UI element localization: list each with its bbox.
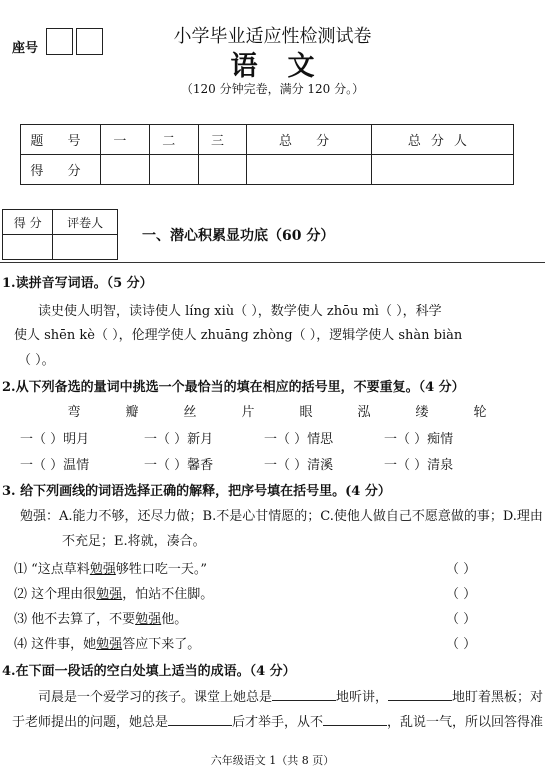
grader-table bbox=[2, 209, 118, 260]
section-divider bbox=[0, 262, 545, 263]
q3-item-number: ⑶ bbox=[14, 612, 28, 627]
grader-label: 评卷人 bbox=[53, 210, 118, 235]
seat-label: 座号 bbox=[12, 41, 39, 56]
q2-item: 一（ ）清泉 bbox=[384, 458, 454, 473]
q4-blank[interactable] bbox=[168, 714, 232, 726]
q3-item-text: ，怕站不住脚。 bbox=[122, 587, 214, 602]
q2-word: 弯 bbox=[67, 405, 81, 420]
q4-text: 司晨是一个爱学习的孩子。课堂上她总是 bbox=[38, 690, 273, 705]
q3-underlined-word: 勉强 bbox=[96, 637, 123, 652]
q2-item: 一（ ）温情 bbox=[20, 458, 90, 473]
q3-item-4 bbox=[14, 633, 200, 652]
q1-line-1: 读史使人明智，读诗使人 líng xiù（ ），数学使人 zhōu mì（ ），科学 bbox=[38, 304, 442, 319]
q3-answer-paren[interactable]: （ ） bbox=[446, 637, 477, 652]
q4-text: ，乱说一气，所以回答得准 bbox=[387, 715, 544, 730]
q4-blank[interactable] bbox=[323, 714, 387, 726]
q3-item-1 bbox=[14, 558, 207, 577]
subject-title: 语文 bbox=[230, 51, 345, 82]
q2-word: 缕 bbox=[415, 405, 429, 420]
q3-title: 3. 给下列画线的词语选择正确的解释，把序号填在括号里。(4 分） bbox=[2, 484, 391, 499]
score-table-header-row bbox=[21, 125, 514, 155]
q3-item-text: 答应下来了。 bbox=[122, 637, 201, 652]
score-header-cell: 一 bbox=[101, 125, 150, 155]
q4-title: 4.在下面一段话的空白处填上适当的成语。（4 分） bbox=[2, 664, 296, 679]
q3-item-text: 这件事，她 bbox=[31, 637, 97, 652]
q4-line-1 bbox=[38, 686, 543, 705]
q3-item-text: 这个理由很 bbox=[31, 587, 97, 602]
grader-name-cell[interactable] bbox=[53, 235, 118, 260]
q4-text: 后才举手，从不 bbox=[232, 715, 324, 730]
score-header-cell: 三 bbox=[198, 125, 247, 155]
exam-title: 小学毕业适应性检测试卷 bbox=[173, 26, 372, 47]
q2-word: 眼 bbox=[299, 405, 313, 420]
q3-item-number: ⑵ bbox=[14, 587, 28, 602]
score-row-label: 得 分 bbox=[21, 155, 101, 185]
q2-item: 一（ ）痴情 bbox=[384, 432, 454, 447]
score-header-cell: 题 号 bbox=[21, 125, 101, 155]
q2-word: 瓣 bbox=[125, 405, 139, 420]
q3-underlined-word: 勉强 bbox=[89, 562, 116, 577]
score-header-cell: 总分人 bbox=[371, 125, 513, 155]
score-cell[interactable] bbox=[371, 155, 513, 185]
q3-item-3 bbox=[14, 608, 187, 627]
q4-text: 地听讲， bbox=[336, 690, 389, 705]
q3-definition-2: 不充足；E.将就，凑合。 bbox=[62, 534, 206, 549]
q1-line-3: （ ）。 bbox=[18, 353, 55, 368]
score-cell[interactable] bbox=[101, 155, 150, 185]
q4-text: 地盯着黑板；对 bbox=[452, 690, 544, 705]
q1-title: 1.读拼音写词语。（5 分） bbox=[2, 276, 153, 291]
q3-item-text: 够牲口吃一天。” bbox=[115, 562, 207, 577]
score-header-cell: 总 分 bbox=[247, 125, 371, 155]
exam-note: （120 分钟完卷，满分 120 分。） bbox=[180, 82, 365, 96]
q2-item: 一（ ）情思 bbox=[264, 432, 334, 447]
score-cell[interactable] bbox=[149, 155, 198, 185]
score-cell[interactable] bbox=[198, 155, 247, 185]
q3-underlined-word: 勉强 bbox=[96, 587, 123, 602]
q2-item: 一（ ）新月 bbox=[144, 432, 214, 447]
q3-answer-paren[interactable]: （ ） bbox=[446, 587, 477, 602]
q4-line-2 bbox=[12, 711, 543, 730]
q2-item: 一（ ）清溪 bbox=[264, 458, 334, 473]
q1-line-2: 使人 shēn kè（ ），伦理学使人 zhuāng zhòng（ ），逻辑学使人 shàn biàn bbox=[14, 328, 463, 343]
q4-blank[interactable] bbox=[388, 689, 452, 701]
q3-item-text: 他不去算了，不要 bbox=[31, 612, 136, 627]
q4-blank[interactable] bbox=[272, 689, 336, 701]
q2-word: 丝 bbox=[183, 405, 197, 420]
q3-underlined-word: 勉强 bbox=[135, 612, 162, 627]
q3-item-text: 他。 bbox=[161, 612, 188, 627]
q2-title: 2.从下列备选的量词中挑选一个最恰当的填在相应的括号里，不要重复。（4 分） bbox=[2, 380, 465, 395]
score-header-cell: 二 bbox=[149, 125, 198, 155]
section-1-title: 一、潜心积累显功底（60 分） bbox=[142, 228, 335, 244]
score-table-score-row bbox=[21, 155, 514, 185]
score-cell[interactable] bbox=[247, 155, 371, 185]
score-table bbox=[20, 124, 514, 185]
q2-item: 一（ ）馨香 bbox=[144, 458, 214, 473]
q3-item-text: “这点草料 bbox=[31, 562, 90, 577]
grader-score-label: 得 分 bbox=[3, 210, 53, 235]
q3-answer-paren[interactable]: （ ） bbox=[446, 562, 477, 577]
q2-word: 轮 bbox=[473, 405, 487, 420]
grader-score-cell[interactable] bbox=[3, 235, 53, 260]
q2-word-list bbox=[45, 401, 509, 420]
q2-word: 片 bbox=[241, 405, 255, 420]
q3-definition-1: 勉强：A.能力不够，还尽力做；B.不是心甘情愿的；C.使他人做自己不愿意做的事；D.理由 bbox=[20, 509, 543, 524]
page-footer: 六年级语文 1（共 8 页） bbox=[210, 754, 335, 767]
q3-answer-paren[interactable]: （ ） bbox=[446, 612, 477, 627]
q3-item-2 bbox=[14, 583, 213, 602]
q2-word: 泓 bbox=[357, 405, 371, 420]
q3-item-number: ⑷ bbox=[14, 637, 28, 652]
q2-item: 一（ ）明月 bbox=[20, 432, 90, 447]
q3-item-number: ⑴ bbox=[14, 562, 28, 577]
q4-text: 于老师提出的问题，她总是 bbox=[12, 715, 169, 730]
